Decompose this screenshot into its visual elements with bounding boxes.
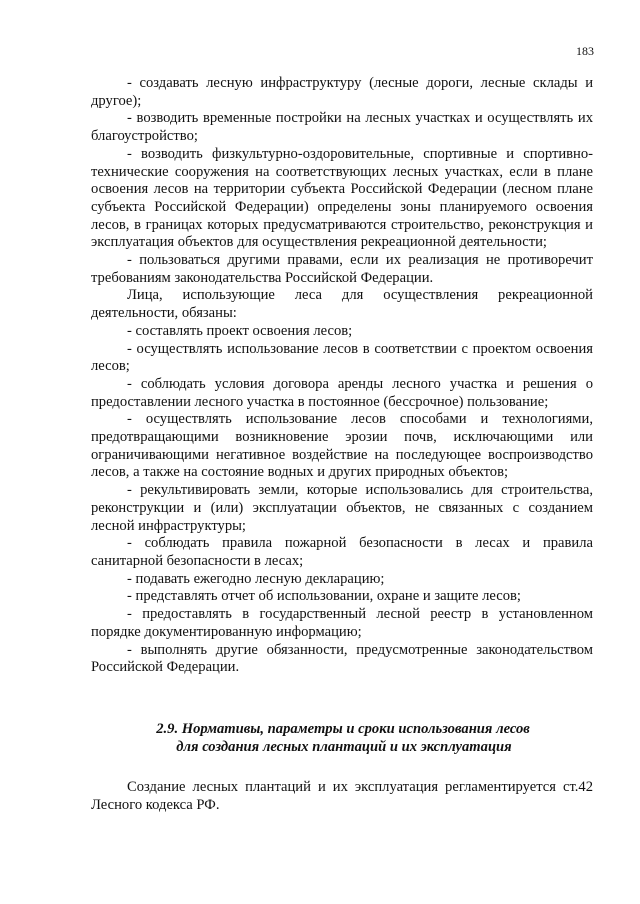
paragraph-land-recultivation: - рекультивировать земли, которые использовались для строительства, реконструкции и (или) эксплуатации объектов, не связанных с созданием лесной инфраструктуры; [91,482,593,534]
section-heading-line-2: для создания лесных плантаций и их эксплуатация [176,738,512,755]
paragraph-plantations-regulation: Создание лесных плантаций и их эксплуатация регламентируется ст.42 Лесного кодекса РФ. [91,778,593,813]
paragraph-create-infrastructure: - создавать лесную инфраструктуру (лесные дороги, лесные склады и другое); [91,75,593,109]
paragraph-other-duties: - выполнять другие обязанности, предусмотренные законодательством Российской Федерации. [91,641,593,676]
paragraph-temporary-buildings: - возводить временные постройки на лесных участках и осуществлять их благоустройство; [91,110,593,145]
paragraph-obligations-intro: Лица, использующие леса для осуществления рекреационной деятельности, обязаны: [91,287,593,322]
paragraph-fire-safety: - соблюдать правила пожарной безопасности в лесах и правила санитарной безопасности в лесах; [91,535,593,569]
paragraph-lease-conditions: - соблюдать условия договора аренды лесного участка и решения о предоставлении лесного участка в постоянное (бессрочное) пользование; [91,375,593,410]
section-heading [91,720,593,756]
paragraph-usage-report: - представлять отчет об использовании, охране и защите лесов; [127,588,521,605]
paragraph-sports-facilities: - возводить физкультурно-оздоровительные, спортивные и спортивно-технические сооружения на соответствующих лесных участках, если в плане освоения лесов на территории субъекта Российской Федерации (лесном плане субъекта Российской Федерации) определены зоны планируемого освоения лесов, в границах которых предусматриваются строительство, реконструкция и эксплуатация объектов для осуществления рекреационной деятельности; [91,145,593,251]
section-heading-line-1: 2.9. Нормативы, параметры и сроки использования лесов [156,720,530,737]
document-body [91,75,593,814]
paragraph-other-rights: - пользоваться другими правами, если их реализация не противоречит требованиям законодательства Российской Федерации. [91,252,593,286]
paragraph-forest-project: - составлять проект освоения лесов; [127,322,353,339]
paragraph-erosion-prevention: - осуществлять использование лесов способами и технологиями, предотвращающими возникновение эрозии почв, исключающими или ограничивающими негативное воздействие на последующее воспроизводство лесов, а также на состояние водных и других природных объектов; [91,411,593,481]
paragraph-use-per-project: - осуществлять использование лесов в соответствии с проектом освоения лесов; [91,340,593,375]
page-number: 183 [576,44,594,58]
paragraph-forest-registry: - предоставлять в государственный лесной реестр в установленном порядке документированную информацию; [91,606,593,640]
paragraph-annual-declaration: - подавать ежегодно лесную декларацию; [127,570,385,587]
